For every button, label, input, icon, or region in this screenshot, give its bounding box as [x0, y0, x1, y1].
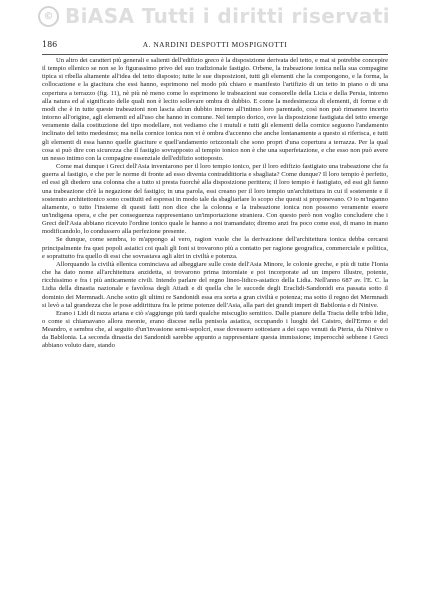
page-body: [42, 57, 388, 595]
paragraph: Un altro dei caratteri più generali e salienti dell'edifizio greco è la disposizione derivata del tetto, e mai si potrebbe concepire il tempio ellenico se non se lo figurassimo privo del suo tradizionale fastigio. Orbene, la trabeazione ionica nella sua compagine tipica si ribella altamente all'idea del tetto disposto; tutte le sue disposizioni, tutti gli elementi che la compongono, e la forma, la collocazione e la giacitura che essi hanno, esprimono nel modo più chiaro e manifesto l'artifizio di un tetto in piano o di una copertura a terrazzo (fig. 11), nè più nè meno come lo esprimono le trabeazioni sue consorelle della Licia e della Persia, intorno alla natura ed al significato delle quali non è lecito sollevare ombra di dubbio. E come la medesimezza di elementi, di forme e di modi che è in tutte queste trabeazioni non lascia alcun dubbio intorno all'intimo loro parentado, così non può rimanere incerto intorno all'origine, agli elementi ed all'uso che hanno in comune. Nel tempio dorico, ove la disposizione fastigiata del tetto emerge veramente dalla costituzione del tipo modellare, noi vediamo che i mutuli e tutti gli elementi della cornice seguono l'andamento inclinato del tetto medesimo; ma nella cornice ionica non vi è ombra d'accenno che anche lontanamente a questo si riferisca, e tutti gli elementi di essa hanno quelle giaciture e quell'andamento orizzontali che sono propri d'una copertura a terrazza. Per la qual cosa si può dire con sicurezza che il fastigio sovrapposto al tempio ionico non è che una superfetazione, e che esso non può avere un nesso intimo con la compagine essenziale dell'edifizio sottoposto.: [42, 57, 388, 162]
copyright-icon: ©: [38, 6, 59, 27]
page-number: 186: [42, 40, 58, 49]
watermark: [0, 2, 428, 30]
page-header: [42, 40, 388, 55]
watermark-text: BiASA Tutti i diritti riservati: [64, 4, 391, 28]
paragraph: Erano i Lidi di razza ariana e ciò s'aggiunge più tardi qualche miscuglio semitico. Dalle pianure della Tracia delle tribù lidie, o come si chiamavano allora meonie, erano discese nella penisola asiatica, occupando i luoghi del Caistro, dell'Ermo e del Meandro, e sembra che, al seguito d'un'invasione semi-sepolcri, esse dovessero sottostare a dei capo venuti da Pteria, da Ninive o da Babilonia. La seconda dinastia dei Sandonidi sarebbe appunto a rappresentare questa immissione; imperocchè sebbene i Greci abbiano voluto dare, stando: [42, 309, 388, 350]
paragraph: Allorquando la civiltà ellenica cominciava ad albeggiare sulle coste dell'Asia Minore, le colonie greche, e più di tutte l'Ionia che ha dato nome all'architettura anzidetta, si trovarono prima intorniate e poi incorporate ad un impero illustre, potente, ricchissimo e fra i più anticamente civili. Intendo parlare del regno lineo-lidico-asiatico della Lidia. Nell'anno 687 av. l'E. C. la Lidia della dinastia nazionale e favolosa degli Atiadi e di quella che le succede degli Eraclidi-Sandonidi era passata sotto il dominio dei Mermnadi. Anche sotto gli ultimi re Sandonidi essa era sorta a gran civiltà e potenza; ma sotto il regno dei Mermnadi si levò a tal grandezza che le pose addirittura fra le prime potenze dell'Asia, alla pari dei grandi imperi di Babilonia e di Ninive.: [42, 260, 388, 309]
running-head: A. NARDINI DESPOTTI MOSPIGNOTTI: [142, 40, 288, 49]
paragraph: Come mai dunque i Greci dell'Asia inventarono per il loro tempio ionico, per il loro edifizio fastigiato una trabeazione che fa guerra al fastigio, e che per le norme di fronte ad esso diventa contraddittoria e sbagliata? Come dunque? Il loro tempio è perfetto, ed essi gli diedero una colonna che a tutto si presta fuorchè alla disposizione perittera; il loro tempio è fastigiato, ed essi gli fanno una trabeazione ch'è la negazione del fastigio; in una parola, essi creano per il loro tempio un'architettura in cui il sostenente e il sostenuto architettonico sono costituiti ed espressi in modo tale da sbagliarlare lo scopo che questi si proponevano. O io m'inganno altamente, o tutto l'insieme di questi fatti non dice che la colonna e la trabeazione ionica non possono veramente essere un'indigena opera, e che per conseguenza rappresentano un'importazione straniera. Con questo però non voglio concludere che i Greci dell'Asia abbiano ricevuto l'ordine ionico quale le hanno a noi tramandato; diremo anzi fra poco come essi, di mano in mano modificandolo, lo condussero alla perfezione presente.: [42, 163, 388, 236]
paragraph: Se dunque, come sembra, io m'appongo al vero, ragion vuole che la derivazione dell'architettura ionica debba cercarsi principalmente fra quei popoli asiatici coi quali gli Ioni si trovarono più a contatto per ragione geografica, commerciale e politica, e soprattutto fra quello di essi che sovrastava agli altri in civiltà e potenza.: [42, 236, 388, 260]
